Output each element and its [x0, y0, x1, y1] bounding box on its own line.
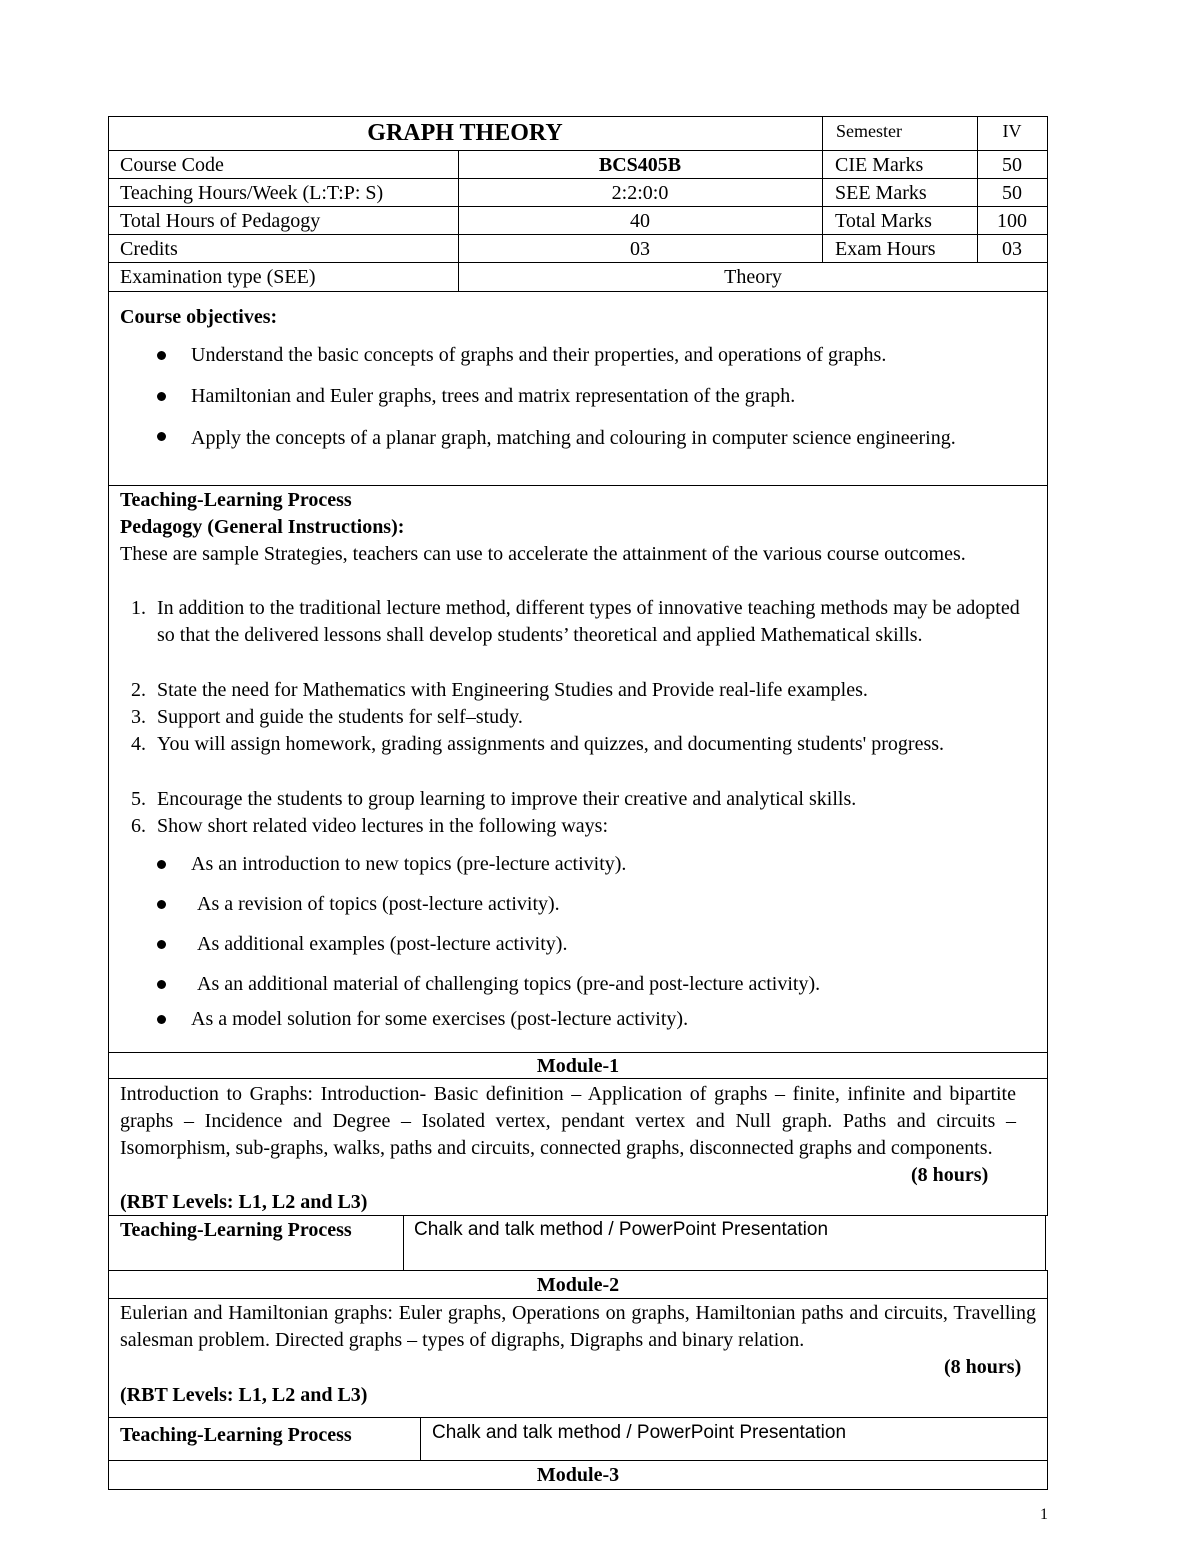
- list-number: 6.: [131, 815, 146, 837]
- objective-item: Hamiltonian and Euler graphs, trees and matrix representation of the graph.: [191, 385, 796, 407]
- exam-hours-value: 03: [1002, 238, 1022, 260]
- module-2-hours: (8 hours): [944, 1356, 1022, 1378]
- video-bullet-item: As an introduction to new topics (pre-lecture activity).: [191, 853, 627, 875]
- exam-type-label: Examination type (SEE): [120, 266, 316, 288]
- module-1-rbt-levels: (RBT Levels: L1, L2 and L3): [120, 1191, 368, 1213]
- module-2-rbt-levels: (RBT Levels: L1, L2 and L3): [120, 1384, 368, 1406]
- bullet-icon: [157, 351, 166, 360]
- module-1-content: Introduction to Graphs: Introduction- Basic definition – Application of graphs – finite, infinite and bipartite graphs – Incidence and Degree – Isolated vertex, pendant vertex and Null graph. Paths and circuits – Isomorphism, sub-graphs, walks, paths and circuits, connected graphs, disconnected graphs and components.: [120, 1083, 1016, 1159]
- bullet-icon: [157, 1015, 166, 1024]
- exam-hours-label: Exam Hours: [835, 238, 936, 260]
- pedagogy-intro: These are sample Strategies, teachers can use to accelerate the attainment of the various course outcomes.: [120, 543, 966, 565]
- total-hours-value: 40: [630, 210, 650, 232]
- list-number: 3.: [131, 706, 146, 728]
- module-1-tlp-value: Chalk and talk method / PowerPoint Presentation: [414, 1219, 829, 1240]
- total-marks-value: 100: [997, 210, 1027, 232]
- video-bullet-item: As an additional material of challenging topics (pre-and post-lecture activity).: [197, 973, 821, 995]
- module-1-tlp-label: Teaching-Learning Process: [120, 1219, 352, 1241]
- video-bullet-item: As a model solution for some exercises (post-lecture activity).: [191, 1008, 689, 1030]
- video-bullet-item: As additional examples (post-lecture activity).: [197, 933, 568, 955]
- total-hours-label: Total Hours of Pedagogy: [120, 210, 321, 232]
- cie-marks-value: 50: [1002, 154, 1022, 176]
- bullet-icon: [157, 392, 166, 401]
- cie-marks-label: CIE Marks: [835, 154, 924, 176]
- video-bullet-item: As a revision of topics (post-lecture activity).: [197, 893, 560, 915]
- pedagogy-heading: Pedagogy (General Instructions):: [120, 516, 405, 538]
- bullet-icon: [157, 980, 166, 989]
- module-2-content: Eulerian and Hamiltonian graphs: Euler graphs, Operations on graphs, Hamiltonian paths and circuits, Travelling salesman problem. Directed graphs – types of digraphs, Digraphs and binary relation.: [120, 1302, 1036, 1351]
- module-3-title: Module-3: [536, 1464, 620, 1486]
- semester-label: Semester: [836, 121, 902, 141]
- page-number: 1: [1040, 1506, 1048, 1523]
- course-code-value: BCS405B: [598, 154, 682, 176]
- semester-value: IV: [1002, 121, 1022, 141]
- list-number: 1.: [131, 597, 146, 619]
- tlp-heading: Teaching-Learning Process: [120, 489, 352, 511]
- objective-item: Apply the concepts of a planar graph, matching and colouring in computer science engineering.: [191, 427, 956, 449]
- bullet-icon: [157, 900, 166, 909]
- module-2-title: Module-2: [536, 1274, 620, 1296]
- pedagogy-list-item: State the need for Mathematics with Engineering Studies and Provide real-life examples.: [157, 679, 868, 701]
- teaching-hours-value: 2:2:0:0: [611, 182, 669, 204]
- credits-label: Credits: [120, 238, 178, 260]
- bullet-icon: [157, 432, 166, 441]
- module-1-hours: (8 hours): [911, 1164, 989, 1186]
- pedagogy-list-item: Encourage the students to group learning to improve their creative and analytical skills.: [157, 788, 857, 810]
- see-marks-label: SEE Marks: [835, 182, 927, 204]
- list-number: 5.: [131, 788, 146, 810]
- exam-type-value: Theory: [724, 266, 782, 288]
- pedagogy-list-item: Support and guide the students for self–study.: [157, 706, 523, 728]
- pedagogy-list-item: In addition to the traditional lecture method, different types of innovative teaching methods may be adopted so that the delivered lessons shall develop students’ theoretical and applied Mathematical skills.: [157, 597, 1020, 646]
- module-2-tlp-label: Teaching-Learning Process: [120, 1424, 352, 1446]
- see-marks-value: 50: [1002, 182, 1022, 204]
- list-number: 2.: [131, 679, 146, 701]
- pedagogy-list-item: Show short related video lectures in the following ways:: [157, 815, 609, 837]
- pedagogy-list-item: You will assign homework, grading assignments and quizzes, and documenting students' progress.: [157, 733, 945, 755]
- module-2-tlp-value: Chalk and talk method / PowerPoint Presentation: [432, 1422, 847, 1443]
- course-code-label: Course Code: [120, 154, 224, 176]
- course-title: GRAPH THEORY: [367, 120, 563, 146]
- bullet-icon: [157, 940, 166, 949]
- objective-item: Understand the basic concepts of graphs and their properties, and operations of graphs.: [191, 344, 887, 366]
- teaching-hours-label: Teaching Hours/Week (L:T:P: S): [120, 182, 384, 204]
- credits-value: 03: [630, 238, 650, 260]
- module-1-title: Module-1: [536, 1055, 620, 1077]
- bullet-icon: [157, 860, 166, 869]
- objectives-heading: Course objectives:: [120, 306, 278, 328]
- list-number: 4.: [131, 733, 146, 755]
- total-marks-label: Total Marks: [835, 210, 932, 232]
